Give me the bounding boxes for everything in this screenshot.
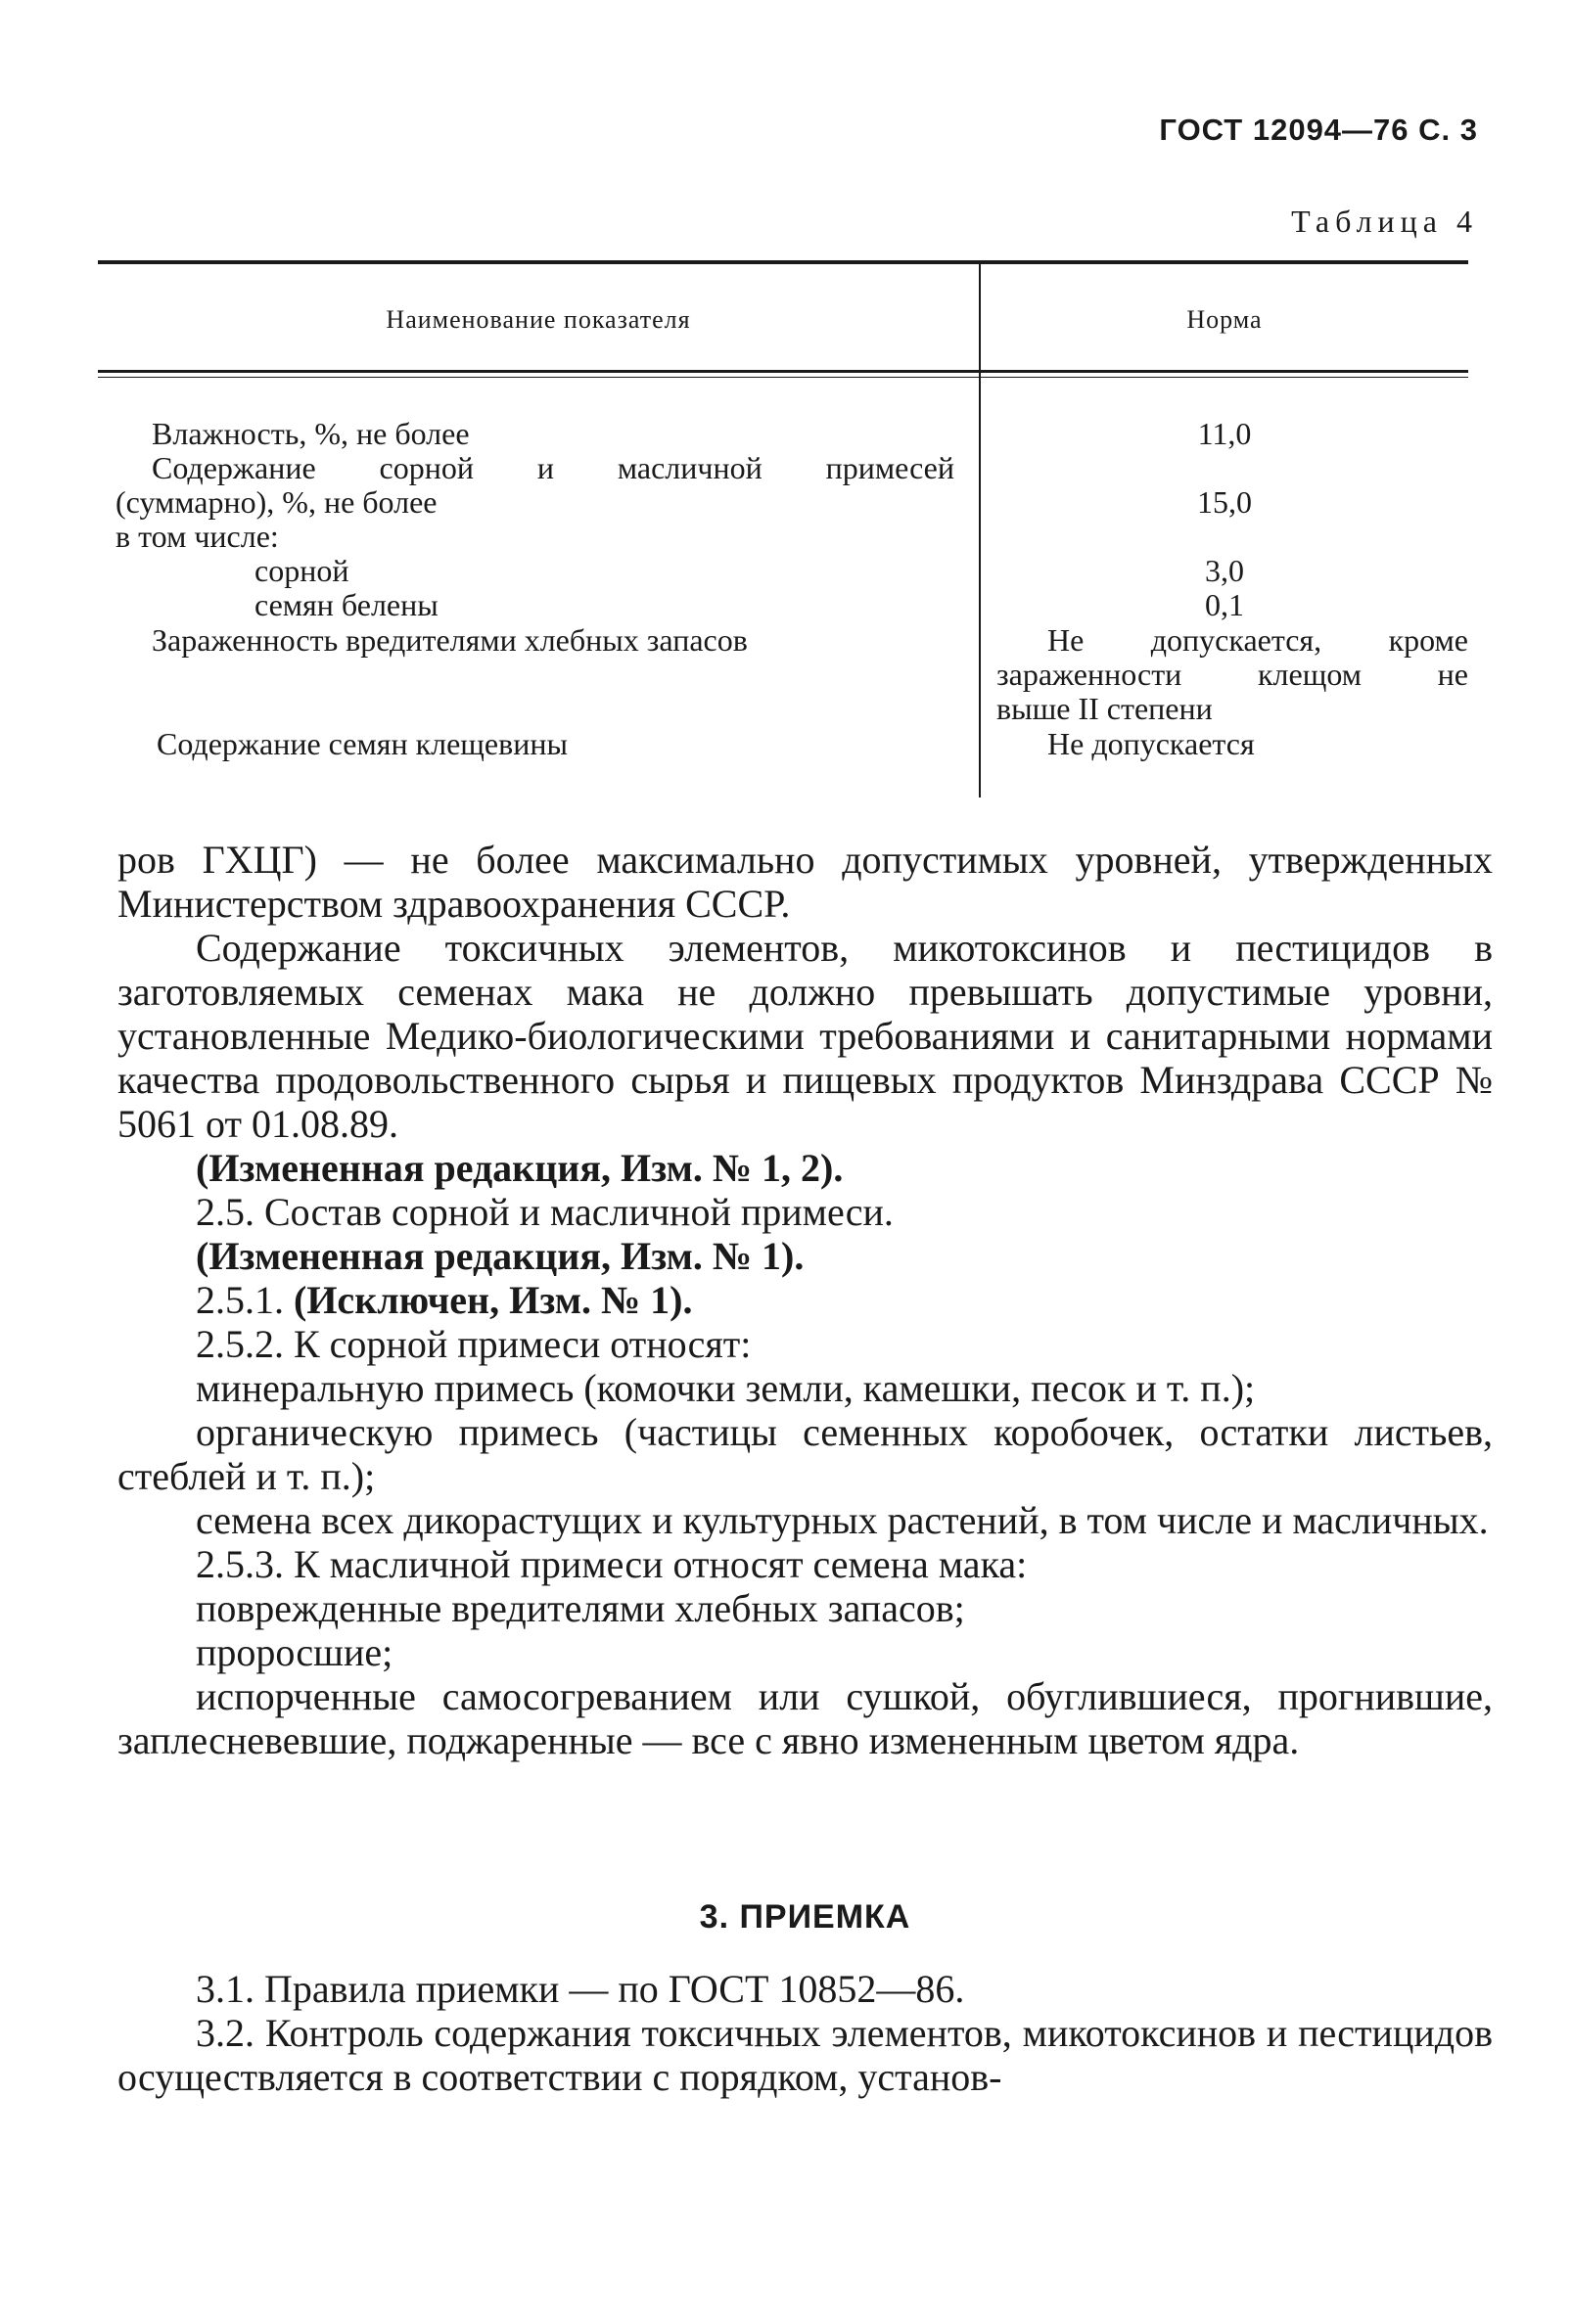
list-item: проросшие; [196, 1630, 393, 1674]
clause-heading: 2.5.3. К масличной примеси относят семена мака: [196, 1542, 1028, 1586]
clause-excluded-note: (Исключен, Изм. № 1). [294, 1278, 693, 1322]
table-header-rule [98, 370, 1468, 373]
list-item: минеральную примесь (комочки земли, камешки, песок и т. п.); [196, 1366, 1256, 1410]
list-item: испорченные самосогреванием или сушкой, обуглившиеся, прогнившие, заплесневевшие, поджаренные — все с явно измененным цветом ядра. [117, 1674, 1493, 1762]
paragraph: 3.2. Контроль содержания токсичных элементов, микотоксинов и пестицидов осуществляется в соответствии с порядком, установ- [117, 2011, 1493, 2099]
section-title: 3. ПРИЕМКА [699, 1898, 911, 1936]
table-column-header-name: Наименование показателя [386, 305, 691, 334]
table-column-header-value: Норма [1186, 305, 1263, 334]
table-top-rule [98, 260, 1468, 264]
table-row-name: Влажность, %, не более [152, 416, 470, 451]
list-item: семена всех дикорастущих и культурных растений, в том числе и масличных. [196, 1498, 1489, 1542]
table-row-name: в том числе: [116, 519, 279, 554]
clause-excluded [117, 1278, 1493, 1322]
table-column-divider [979, 264, 981, 797]
table-row-value: выше II степени [996, 691, 1213, 726]
clause-heading: 2.5. Состав сорной и масличной примеси. [196, 1190, 894, 1234]
table-row-value: 3,0 [1205, 553, 1244, 588]
amendment-note: (Измененная редакция, Изм. № 1, 2). [196, 1146, 844, 1190]
body-text-upper [117, 838, 1493, 1762]
table-header-rule-2 [98, 377, 1468, 378]
amendment-note: (Измененная редакция, Изм. № 1). [196, 1234, 805, 1278]
paragraph: Содержание токсичных элементов, микотоксинов и пестицидов в заготовляемых семенах мака не должно превышать допустимые уровни, установленные Медико-биологическими требованиями и санитарными нормами качества продовольственного сырья и пищевых продуктов Минздрава СССР № 5061 от 01.08.89. [117, 926, 1493, 1146]
table-row-value: 11,0 [1197, 416, 1252, 451]
table-row-name: (суммарно), %, не более [116, 484, 438, 520]
table-label: Таблица 4 [1291, 204, 1478, 239]
table-row-name: Содержание семян клещевины [157, 726, 568, 761]
body-text-lower [117, 1967, 1493, 2099]
table-row-value: 0,1 [1205, 587, 1244, 622]
table-row-value: зараженности клещом не [996, 657, 1468, 692]
paragraph: ров ГХЦГ) — не более максимально допустимых уровней, утвержденных Министерством здравоохранения СССР. [117, 838, 1493, 926]
paragraph: 3.1. Правила приемки — по ГОСТ 10852—86. [196, 1967, 965, 2011]
page-header: ГОСТ 12094—76 С. 3 [1159, 113, 1478, 147]
clause-number: 2.5.1. [196, 1278, 284, 1322]
list-item: органическую примесь (частицы семенных коробочек, остатки листьев, стеблей и т. п.); [117, 1410, 1493, 1498]
table-row-name: Зараженность вредителями хлебных запасов [152, 622, 748, 658]
list-item: поврежденные вредителями хлебных запасов; [196, 1586, 965, 1630]
table-row-value: Не допускается [1047, 726, 1255, 761]
table-row-name: сорной [254, 553, 349, 588]
clause-heading: 2.5.2. К сорной примеси относят: [196, 1322, 752, 1366]
table-row-value: Не допускается, кроме [1047, 622, 1468, 658]
table-row-name: Содержание сорной и масличной примесей [152, 450, 954, 485]
table-row-value: 15,0 [1197, 484, 1252, 520]
table-row-name: семян белены [254, 587, 439, 622]
